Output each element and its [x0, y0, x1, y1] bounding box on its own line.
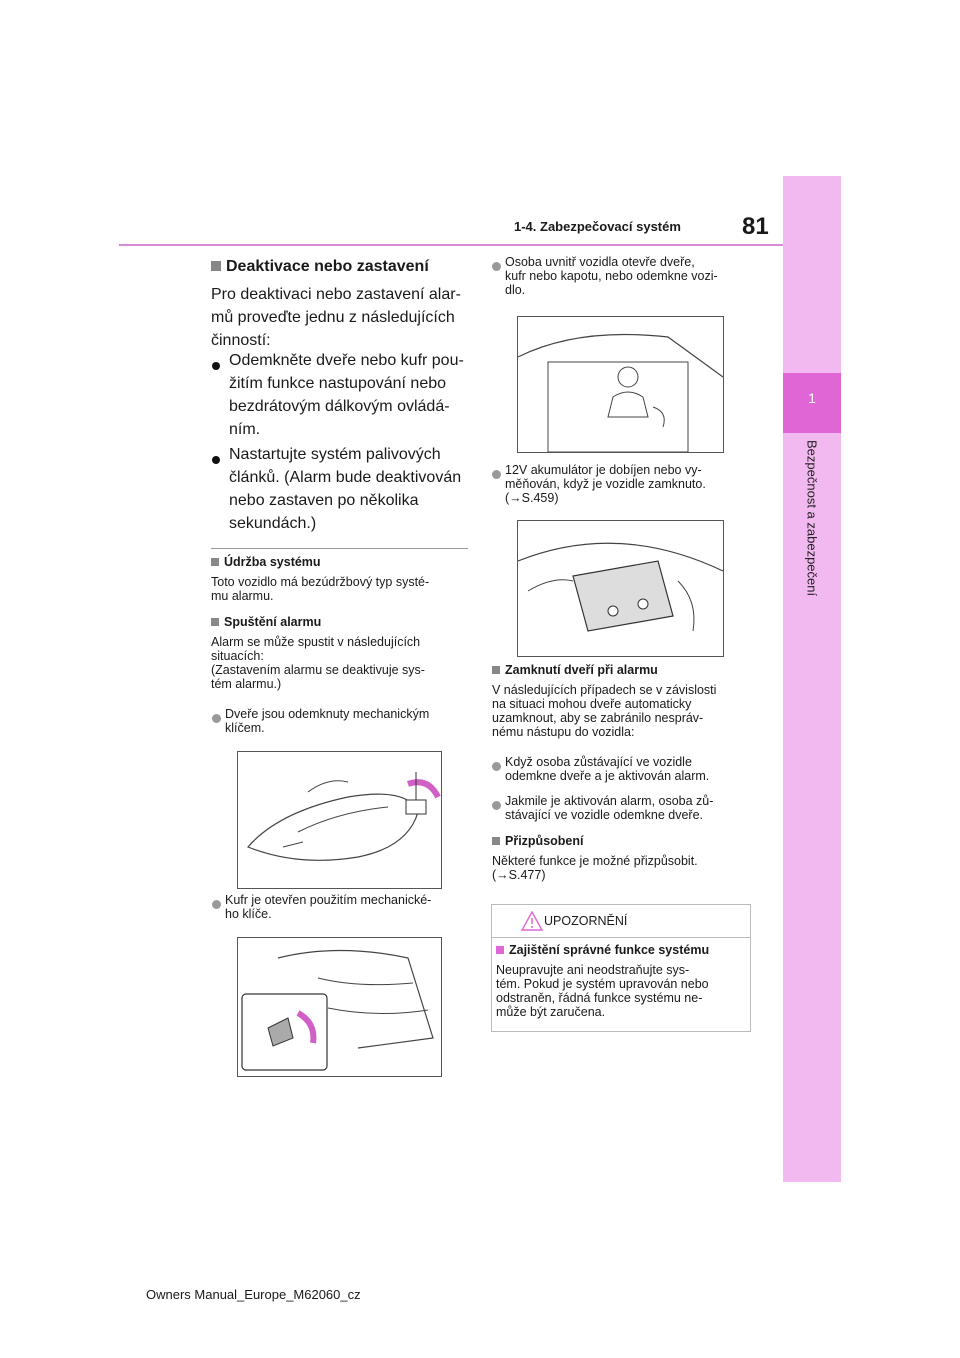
section-title: 1-4. Zabezpečovací systém [514, 219, 681, 234]
text-line: klíčem. [225, 721, 265, 735]
bullet-line: Nastartujte systém palivových [229, 446, 441, 463]
round-bullet-icon [212, 710, 225, 728]
text-line: Neupravujte ani neodstraňujte sys- [496, 963, 690, 977]
round-bullet-icon [492, 258, 505, 276]
subheading-maintenance [211, 555, 321, 569]
text-line: Dveře jsou odemknuty mechanickým [225, 707, 430, 721]
text-line: Osoba uvnitř vozidla otevře dveře, [505, 255, 695, 269]
text-line: měňován, když je vozidle zamknuto. [505, 477, 706, 491]
text-line: na situaci mohou dveře automaticky [492, 697, 692, 711]
warning-subheading [496, 943, 709, 957]
chapter-number: 1 [808, 390, 816, 406]
text-line: dlo. [505, 283, 526, 297]
warning-title: UPOZORNĚNÍ [544, 914, 628, 928]
square-bullet-icon [496, 946, 504, 954]
intro-line: mů proveďte jednu z následujících [211, 309, 455, 326]
bullet-start [229, 443, 461, 535]
text-line: nému nástupu do vozidla: [492, 725, 635, 739]
item-trunk-key [225, 893, 431, 921]
text-line: uzamknout, aby se zabránilo nespráv- [492, 711, 704, 725]
warning-triangle-icon [521, 911, 543, 931]
trigger-text [211, 635, 425, 691]
text-line: (Zastavením alarmu se deaktivuje sys- [211, 663, 425, 677]
divider [211, 548, 468, 549]
subheading-lock [492, 663, 658, 677]
header-rule [119, 244, 783, 246]
chapter-label: Bezpečnost a zabezpečení [804, 440, 820, 597]
intro-line: Pro deaktivaci nebo zastavení alar- [211, 286, 461, 303]
item-person-inside [505, 255, 718, 297]
bullet-line: sekundách.) [229, 515, 317, 532]
round-bullet-icon [492, 466, 505, 484]
round-bullet-icon [492, 797, 505, 815]
heading-deactivate [211, 255, 429, 278]
text-line: mu alarmu. [211, 589, 274, 603]
text-line: stávající ve vozidle odemkne dveře. [505, 808, 704, 822]
bullet-line: žitím funkce nastupování nebo [229, 375, 447, 392]
text-line: odstraněn, řádná funkce systému ne- [496, 991, 703, 1005]
maintenance-text [211, 575, 429, 603]
bullet-unlock [229, 349, 464, 441]
text-line: Toto vozidlo má bezúdržbový typ systé- [211, 575, 430, 589]
warning-subtitle: Zajištění správné funkce systému [509, 943, 710, 957]
subheading-text: Přizpůsobení [505, 834, 584, 848]
text-line: (→S.459) [505, 491, 559, 505]
text-line: tém alarmu.) [211, 677, 282, 691]
trunk-key-illustration [237, 937, 442, 1077]
text-line: (→S.477) [492, 868, 546, 882]
text-line: ho klíče. [225, 907, 272, 921]
intro-paragraph [211, 283, 461, 352]
subheading-text: Údržba systému [224, 555, 321, 569]
customize-text [492, 854, 698, 882]
square-bullet-icon [492, 837, 500, 845]
intro-line: činností: [211, 332, 271, 349]
person-in-car-illustration [517, 316, 724, 453]
square-bullet-icon [211, 618, 219, 626]
text-line: tém. Pokud je systém upravován nebo [496, 977, 709, 991]
battery-illustration [517, 520, 724, 657]
bullet-dot-icon [212, 451, 220, 469]
text-line: Některé funkce je možné přizpůsobit. [492, 854, 698, 868]
square-bullet-icon [492, 666, 500, 674]
item-battery [505, 463, 706, 505]
bullet-line: ním. [229, 421, 261, 438]
text-line: kufr nebo kapotu, nebo odemkne vozi- [505, 269, 718, 283]
text-line: Jakmile je aktivován alarm, osoba zů- [505, 794, 714, 808]
text-line: odemkne dveře a je aktivován alarm. [505, 769, 710, 783]
chapter-side-tab [783, 176, 841, 1182]
text-line: může být zaručena. [496, 1005, 606, 1019]
text-line: Alarm se může spustit v následujících [211, 635, 421, 649]
text-line: Kufr je otevřen použitím mechanické- [225, 893, 432, 907]
subheading-customize [492, 834, 583, 848]
subheading-trigger [211, 615, 321, 629]
bullet-line: bezdrátovým dálkovým ovládá- [229, 398, 450, 415]
text-line: 12V akumulátor je dobíjen nebo vy- [505, 463, 702, 477]
warning-text [496, 963, 709, 1019]
page-number: 81 [742, 213, 769, 240]
door-handle-illustration [237, 751, 442, 889]
subheading-text: Zamknutí dveří při alarmu [505, 663, 658, 677]
bullet-line: nebo zastaven po několika [229, 492, 419, 509]
bullet-line: Odemkněte dveře nebo kufr pou- [229, 352, 464, 369]
subheading-text: Spuštění alarmu [224, 615, 322, 629]
warning-header [492, 905, 750, 938]
text-line: Když osoba zůstávající ve vozidle [505, 755, 692, 769]
bullet-line: článků. (Alarm bude deaktivován [229, 469, 462, 486]
footer: Owners Manual_Europe_M62060_cz [146, 1287, 361, 1302]
item-after-activation [505, 794, 713, 822]
text-line: V následujících případech se v závislosti [492, 683, 717, 697]
heading-text: Deaktivace nebo zastavení [226, 258, 429, 275]
round-bullet-icon [492, 758, 505, 776]
item-door-key [225, 707, 429, 735]
item-person-unlocks [505, 755, 709, 783]
square-bullet-icon [211, 261, 221, 271]
text-line: situacích: [211, 649, 264, 663]
round-bullet-icon [212, 896, 225, 914]
lock-text [492, 683, 716, 739]
warning-box [491, 904, 751, 1032]
square-bullet-icon [211, 558, 219, 566]
bullet-dot-icon [212, 357, 220, 375]
